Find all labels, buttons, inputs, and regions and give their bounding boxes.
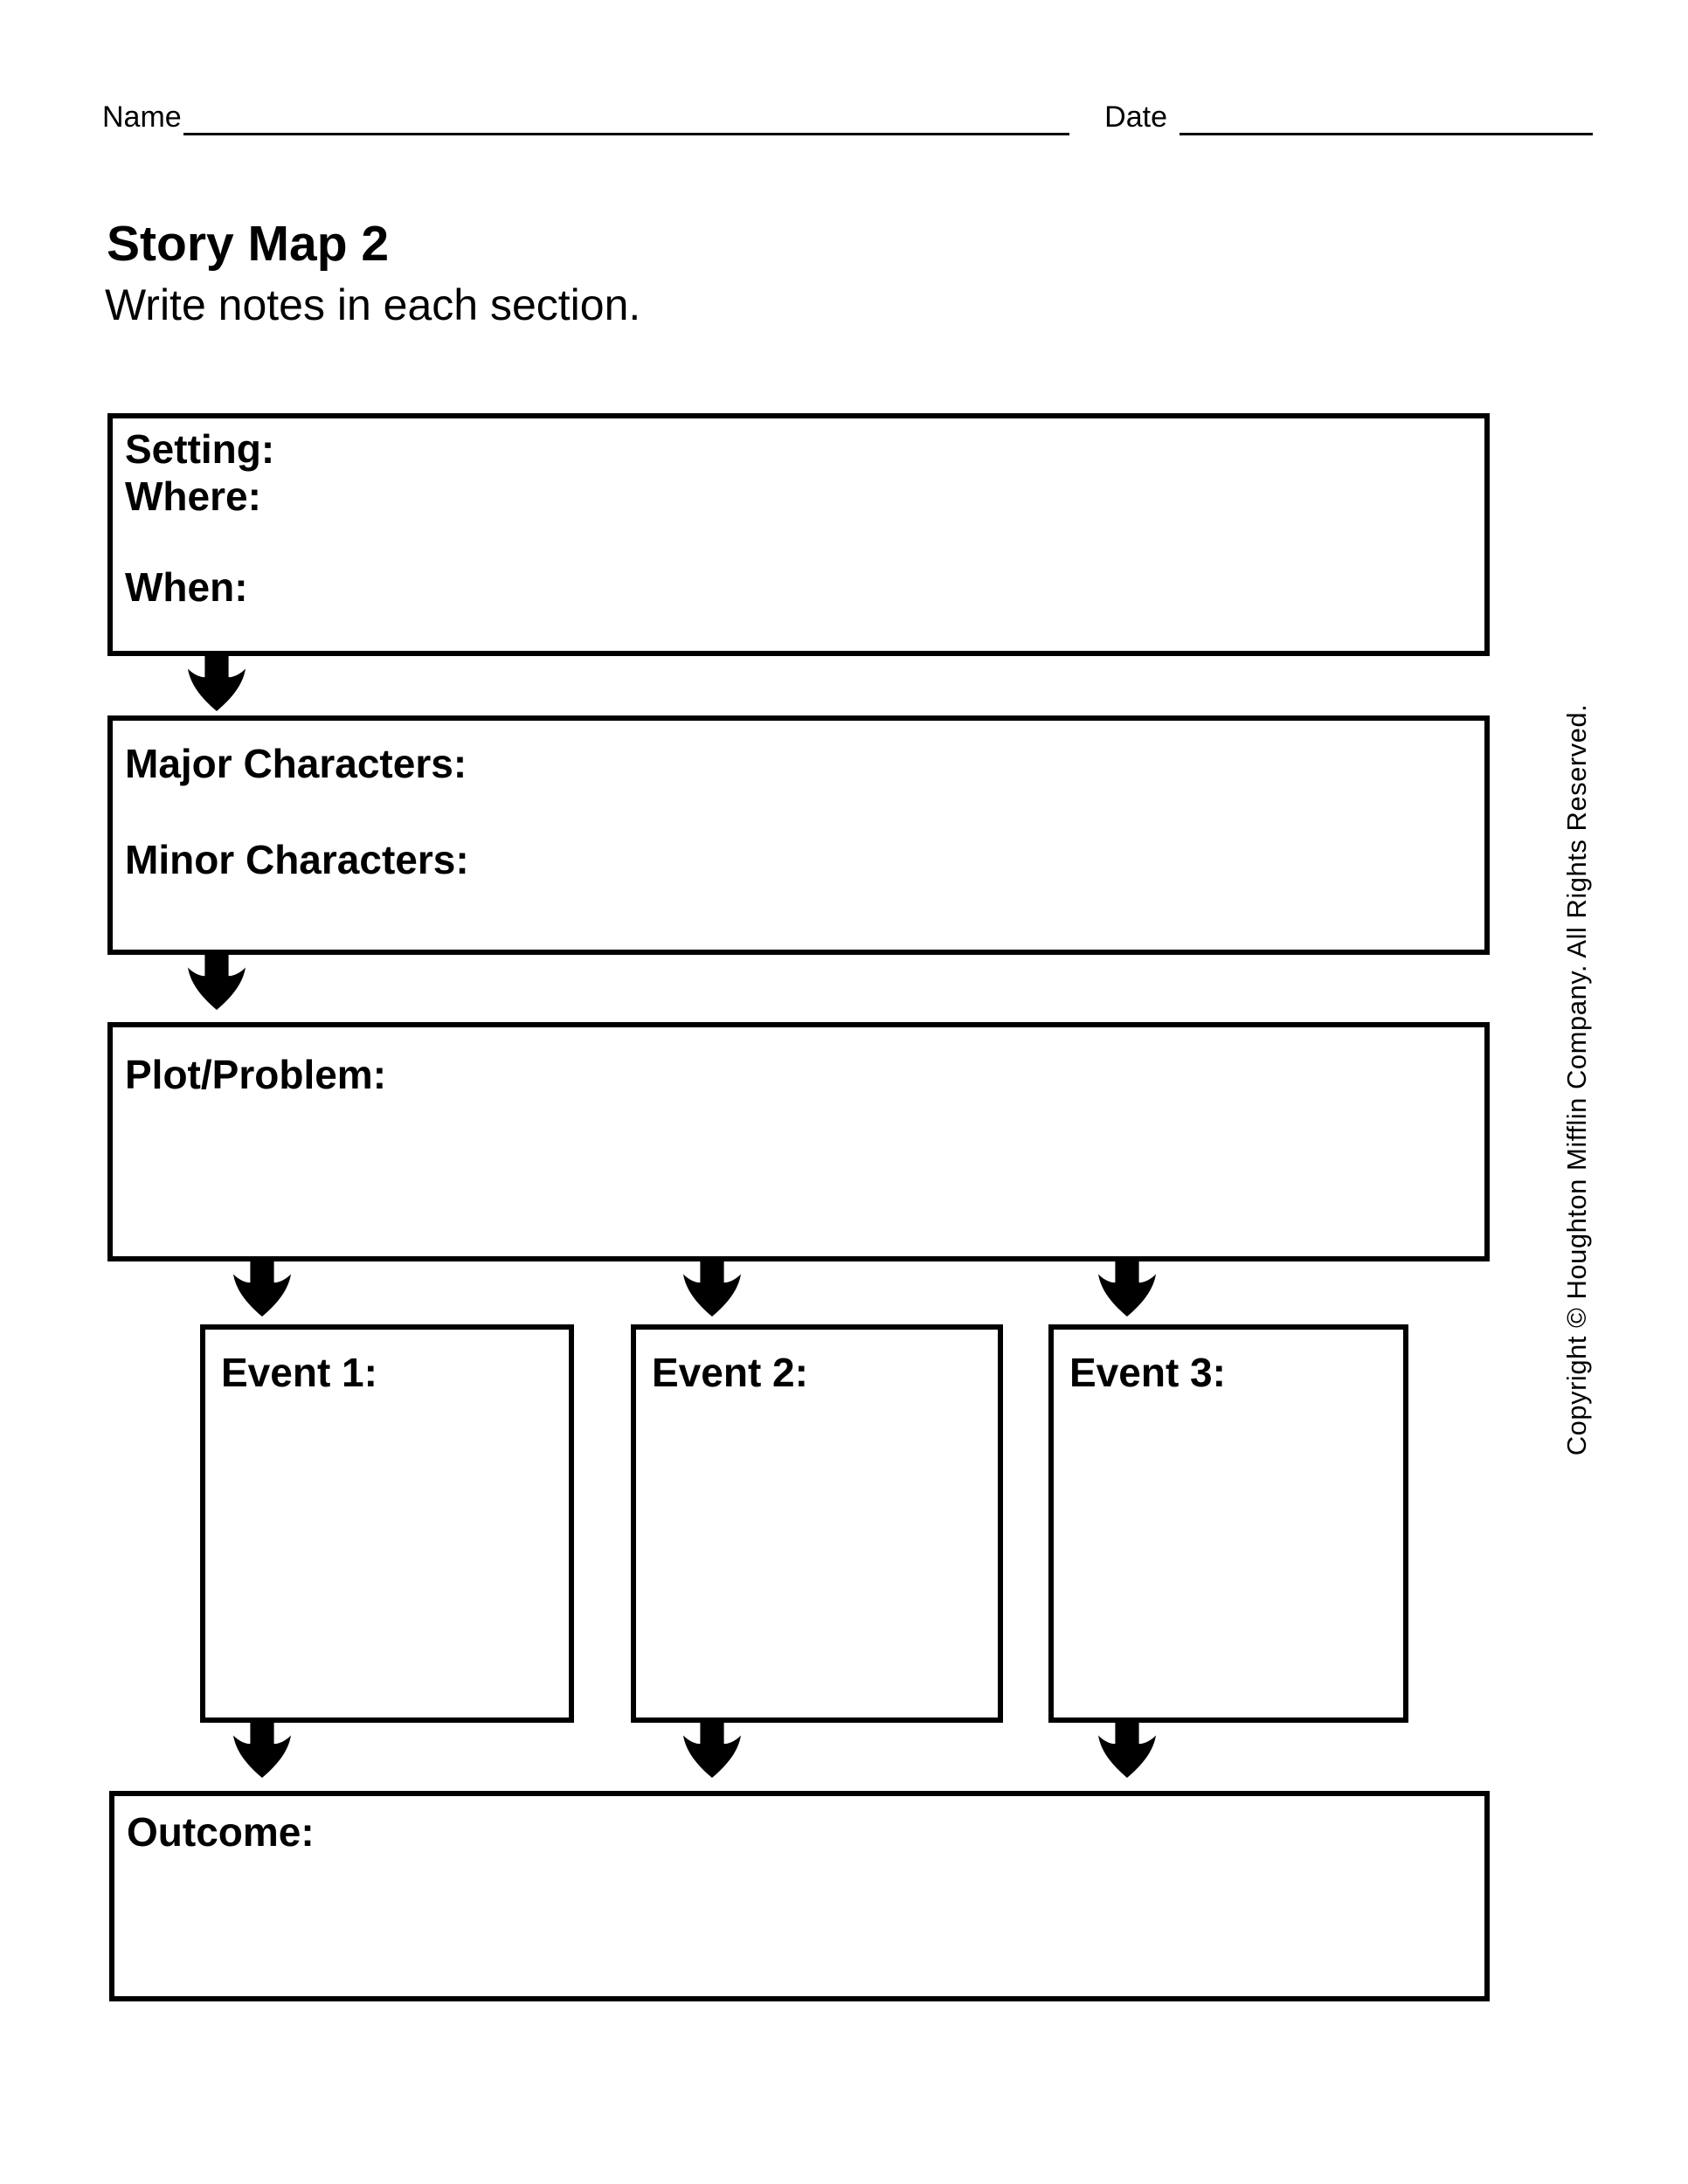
event-2-label: Event 2: bbox=[652, 1350, 808, 1395]
arrow-down-icon bbox=[187, 653, 246, 711]
outcome-box bbox=[109, 1791, 1490, 2001]
event-1-label: Event 1: bbox=[221, 1350, 377, 1395]
copyright-text: Copyright © Houghton Mifflin Company. All Rights Reserved. bbox=[1561, 703, 1592, 1456]
header-row bbox=[102, 96, 1593, 135]
where-label: Where: bbox=[125, 473, 261, 519]
arrow-down-icon bbox=[232, 1259, 292, 1317]
major-characters-label: Major Characters: bbox=[125, 741, 467, 786]
arrow-down-icon bbox=[682, 1259, 742, 1317]
plot-problem-label: Plot/Problem: bbox=[125, 1052, 387, 1097]
date-label: Date bbox=[1104, 100, 1167, 134]
when-label: When: bbox=[125, 564, 248, 610]
setting-label: Setting: bbox=[125, 426, 275, 472]
page-title: Story Map 2 bbox=[107, 216, 390, 272]
arrow-down-icon bbox=[187, 952, 246, 1010]
outcome-label: Outcome: bbox=[127, 1809, 315, 1855]
name-blank-line bbox=[183, 96, 1069, 135]
arrow-down-icon bbox=[232, 1720, 292, 1778]
minor-characters-label: Minor Characters: bbox=[125, 837, 469, 882]
setting-box bbox=[107, 413, 1490, 656]
event-2-box bbox=[631, 1324, 1003, 1723]
event-1-box bbox=[200, 1324, 574, 1723]
plot-problem-box bbox=[107, 1022, 1490, 1261]
instruction-text: Write notes in each section. bbox=[105, 280, 641, 329]
arrow-down-icon bbox=[682, 1720, 742, 1778]
event-3-label: Event 3: bbox=[1069, 1350, 1226, 1395]
characters-box bbox=[107, 715, 1490, 955]
arrow-down-icon bbox=[1097, 1259, 1157, 1317]
arrow-down-icon bbox=[1097, 1720, 1157, 1778]
name-label: Name bbox=[102, 100, 182, 134]
date-blank-line bbox=[1180, 96, 1593, 135]
event-3-box bbox=[1048, 1324, 1408, 1723]
